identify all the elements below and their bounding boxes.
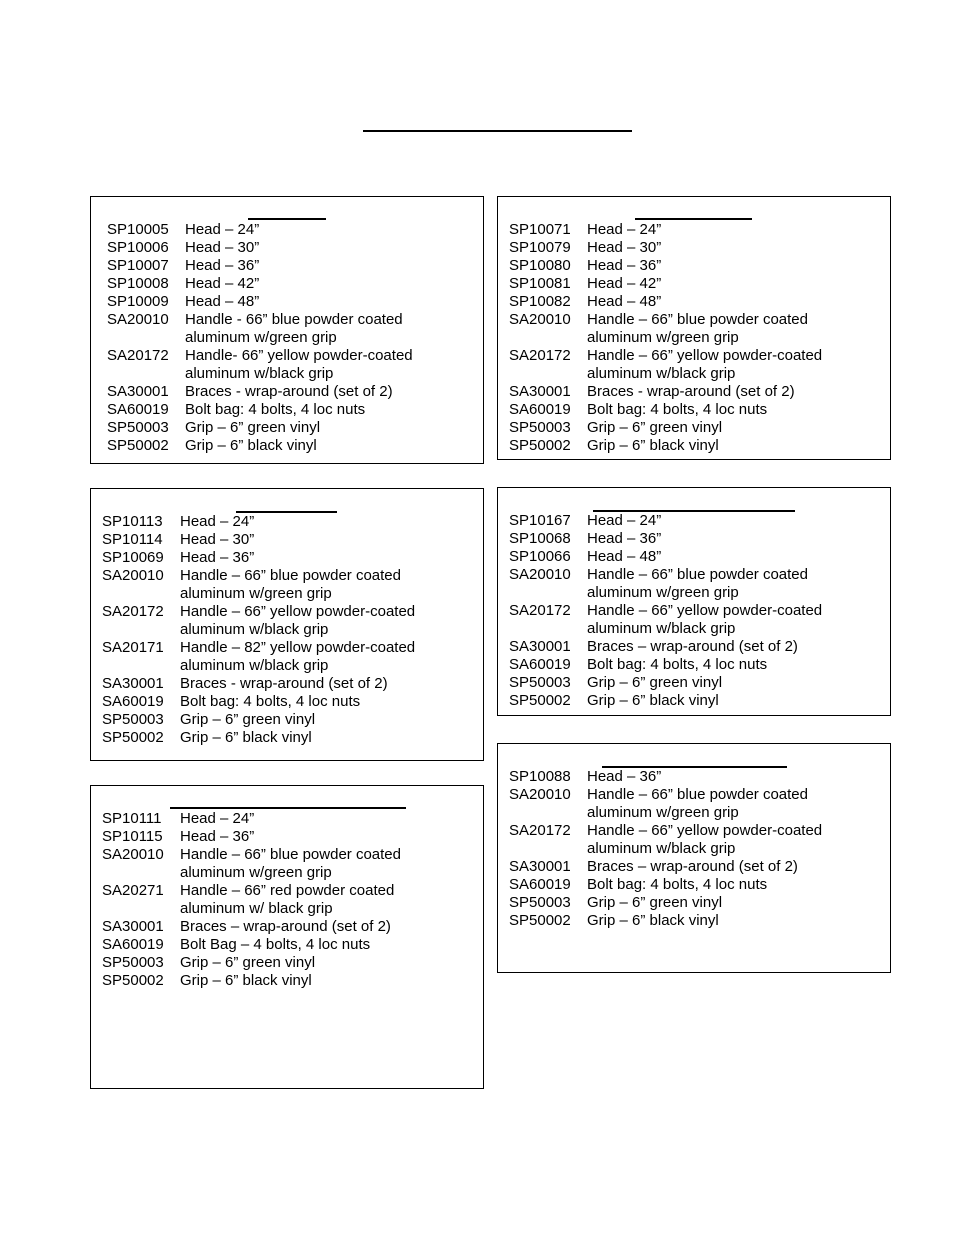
part-description-line: Handle- 66” yellow powder-coated (185, 347, 413, 364)
part-description (180, 531, 254, 549)
part-description-line: Head – 36” (587, 257, 662, 274)
part-number: SA20010 (102, 567, 164, 584)
part-description-line: Handle – 66” blue powder coated (587, 311, 808, 328)
part-row (107, 239, 413, 257)
part-description-line: Braces - wrap-around (set of 2) (587, 383, 795, 400)
part-description-line: Grip – 6” black vinyl (185, 437, 317, 454)
part-number: SP50003 (102, 954, 164, 971)
part-description-line: Grip – 6” green vinyl (180, 711, 316, 728)
part-description (587, 858, 798, 876)
part-description (180, 549, 254, 567)
part-number: SA20172 (509, 602, 571, 619)
part-description-line: Bolt bag: 4 bolts, 4 loc nuts (587, 401, 768, 418)
part-row (107, 293, 413, 311)
part-number: SP50003 (102, 711, 164, 728)
part-description-line: Grip – 6” green vinyl (587, 894, 723, 911)
part-number: SA30001 (509, 858, 571, 875)
part-number: SP50002 (509, 692, 571, 709)
part-description (587, 530, 661, 548)
part-description (587, 692, 719, 710)
part-description (587, 347, 822, 383)
parts-box (497, 743, 891, 973)
part-row (102, 828, 401, 846)
part-number: SP50003 (509, 674, 571, 691)
part-description-line: aluminum w/green grip (185, 329, 337, 346)
part-description (185, 419, 320, 437)
part-number: SP10007 (107, 257, 169, 274)
part-description-line: aluminum w/black grip (185, 365, 334, 382)
part-row (102, 693, 415, 711)
part-number: SP10115 (102, 828, 163, 845)
parts-list (102, 513, 415, 747)
part-description-line: Head – 48” (185, 293, 260, 310)
part-row (107, 383, 413, 401)
parts-list (509, 221, 822, 455)
part-number: SA60019 (509, 401, 571, 418)
part-description (185, 257, 259, 275)
part-description-line: Head – 36” (180, 549, 255, 566)
part-number: SA20172 (509, 822, 571, 839)
part-number: SP10008 (107, 275, 169, 292)
part-description-line: aluminum w/green grip (180, 585, 332, 602)
part-description (587, 383, 795, 401)
part-description-line: Handle – 66” yellow powder-coated (587, 347, 823, 364)
part-row (509, 566, 822, 602)
part-description-line: Grip – 6” green vinyl (587, 674, 723, 691)
part-description-line: Braces – wrap-around (set of 2) (180, 918, 391, 935)
part-description-line: Bolt Bag – 4 bolts, 4 loc nuts (180, 936, 371, 953)
part-row (509, 638, 822, 656)
part-description-line: Handle – 82” yellow powder-coated (180, 639, 416, 656)
part-description (180, 846, 401, 882)
part-description-line: Head – 48” (587, 293, 662, 310)
part-description (180, 675, 388, 693)
part-number: SA20010 (102, 846, 164, 863)
part-row (509, 656, 822, 674)
part-description (180, 936, 370, 954)
part-description-line: Head – 36” (180, 828, 255, 845)
part-row (102, 603, 415, 639)
part-description-line: Handle – 66” blue powder coated (587, 566, 808, 583)
part-number: SP10009 (107, 293, 169, 310)
part-description (180, 513, 254, 531)
part-description-line: Handle – 66” yellow powder-coated (180, 603, 416, 620)
part-row (102, 846, 401, 882)
part-number: SA20171 (102, 639, 164, 656)
part-row (102, 567, 415, 603)
part-description-line: Braces – wrap-around (set of 2) (587, 638, 798, 655)
part-description-line: Head – 36” (587, 768, 662, 785)
parts-list (102, 810, 401, 990)
part-row (102, 675, 415, 693)
part-description-line: Bolt bag: 4 bolts, 4 loc nuts (185, 401, 366, 418)
part-description-line: Head – 24” (587, 221, 662, 238)
part-number: SP10005 (107, 221, 169, 238)
part-number: SP10071 (509, 221, 571, 238)
box-heading-underline (170, 807, 406, 809)
part-description-line: aluminum w/black grip (180, 657, 329, 674)
part-number: SA20172 (509, 347, 571, 364)
part-description (185, 221, 259, 239)
part-description-line: Braces - wrap-around (set of 2) (180, 675, 388, 692)
part-number: SP50002 (107, 437, 169, 454)
part-description (185, 437, 317, 455)
part-row (509, 530, 822, 548)
part-description (185, 401, 365, 419)
part-number: SA20172 (107, 347, 169, 364)
part-row (102, 954, 401, 972)
part-description (587, 293, 661, 311)
part-description (587, 548, 661, 566)
box-heading-underline (248, 218, 326, 220)
part-number: SA20010 (509, 566, 571, 583)
part-number: SP50003 (107, 419, 169, 436)
part-number: SP50002 (509, 912, 571, 929)
part-number: SP10069 (102, 549, 164, 566)
parts-list (107, 221, 413, 455)
part-number: SP10068 (509, 530, 571, 547)
part-row (509, 257, 822, 275)
part-number: SP10080 (509, 257, 571, 274)
part-number: SP50002 (102, 972, 164, 989)
part-description (180, 603, 415, 639)
part-row (509, 401, 822, 419)
parts-box (497, 196, 891, 460)
part-number: SP10111 (102, 810, 162, 827)
part-description-line: aluminum w/black grip (587, 620, 736, 637)
part-row (107, 257, 413, 275)
box-heading-underline (635, 218, 752, 220)
part-description-line: Grip – 6” black vinyl (180, 729, 312, 746)
part-number: SA30001 (102, 918, 164, 935)
part-row (509, 419, 822, 437)
part-row (509, 602, 822, 638)
part-description-line: aluminum w/black grip (180, 621, 329, 638)
part-row (509, 275, 822, 293)
part-number: SA20010 (509, 311, 571, 328)
part-row (102, 810, 401, 828)
part-description-line: Grip – 6” green vinyl (185, 419, 321, 436)
part-row (102, 531, 415, 549)
part-description-line: Head – 42” (185, 275, 260, 292)
part-description (180, 828, 254, 846)
part-description (180, 918, 391, 936)
part-description (587, 257, 661, 275)
part-row (102, 882, 401, 918)
part-description (180, 810, 254, 828)
part-description-line: Head – 30” (587, 239, 662, 256)
part-description-line: Head – 48” (587, 548, 662, 565)
part-row (509, 858, 822, 876)
part-number: SP50003 (509, 894, 571, 911)
part-description (180, 567, 401, 603)
part-row (102, 729, 415, 747)
part-row (509, 437, 822, 455)
part-description (185, 293, 259, 311)
parts-box (90, 196, 484, 464)
part-number: SA20010 (509, 786, 571, 803)
part-description (587, 239, 661, 257)
part-row (509, 293, 822, 311)
part-row (102, 513, 415, 531)
part-description (180, 729, 312, 747)
part-number: SA30001 (107, 383, 169, 400)
part-description-line: Bolt bag: 4 bolts, 4 loc nuts (587, 656, 768, 673)
part-description (587, 674, 722, 692)
part-description (587, 401, 767, 419)
part-description-line: Handle – 66” blue powder coated (587, 786, 808, 803)
part-description-line: Handle – 66” red powder coated (180, 882, 395, 899)
part-description-line: aluminum w/green grip (587, 329, 739, 346)
part-description (587, 275, 661, 293)
part-description (180, 693, 360, 711)
part-description (185, 347, 413, 383)
part-description-line: aluminum w/green grip (587, 584, 739, 601)
part-row (509, 383, 822, 401)
part-description-line: aluminum w/green grip (587, 804, 739, 821)
part-description-line: Handle – 66” blue powder coated (180, 567, 401, 584)
part-description (587, 894, 722, 912)
part-description (185, 239, 259, 257)
part-row (107, 419, 413, 437)
title-underline (363, 130, 632, 132)
part-description-line: Head – 30” (180, 531, 255, 548)
part-row (102, 711, 415, 729)
part-number: SP50002 (102, 729, 164, 746)
part-row (509, 311, 822, 347)
part-description-line: Braces - wrap-around (set of 2) (185, 383, 393, 400)
parts-box (497, 487, 891, 716)
part-description-line: aluminum w/ black grip (180, 900, 333, 917)
part-row (509, 786, 822, 822)
part-description-line: Grip – 6” black vinyl (587, 437, 719, 454)
part-description-line: Head – 42” (587, 275, 662, 292)
part-description (587, 566, 808, 602)
part-description-line: Grip – 6” black vinyl (587, 692, 719, 709)
part-number: SA60019 (102, 936, 164, 953)
part-description-line: Head – 24” (180, 513, 255, 530)
part-description (587, 768, 661, 786)
part-number: SP10113 (102, 513, 163, 530)
part-row (509, 912, 822, 930)
part-number: SA30001 (509, 383, 571, 400)
part-description-line: Handle – 66” yellow powder-coated (587, 822, 823, 839)
part-row (509, 768, 822, 786)
part-description (185, 383, 393, 401)
part-number: SA20172 (102, 603, 164, 620)
parts-box (90, 785, 484, 1089)
part-description-line: Head – 30” (185, 239, 260, 256)
part-description (180, 972, 312, 990)
part-description (587, 656, 767, 674)
part-row (509, 674, 822, 692)
part-row (107, 347, 413, 383)
part-row (107, 437, 413, 455)
parts-list (509, 768, 822, 930)
part-description-line: Handle – 66” blue powder coated (180, 846, 401, 863)
part-description (587, 876, 767, 894)
part-number: SA60019 (107, 401, 169, 418)
part-number: SP50003 (509, 419, 571, 436)
part-row (509, 894, 822, 912)
part-number: SA30001 (102, 675, 164, 692)
part-row (509, 512, 822, 530)
part-description (180, 954, 315, 972)
part-number: SA20010 (107, 311, 169, 328)
parts-list (509, 512, 822, 710)
part-number: SP10167 (509, 512, 571, 529)
part-row (107, 221, 413, 239)
part-description (587, 786, 808, 822)
part-number: SP10079 (509, 239, 571, 256)
part-row (509, 548, 822, 566)
part-description-line: Head – 36” (587, 530, 662, 547)
parts-box (90, 488, 484, 761)
part-row (102, 549, 415, 567)
part-row (509, 692, 822, 710)
part-description-line: Grip – 6” black vinyl (180, 972, 312, 989)
part-description-line: Handle - 66” blue powder coated (185, 311, 403, 328)
part-number: SA60019 (509, 876, 571, 893)
part-number: SP10081 (509, 275, 571, 292)
part-description (180, 882, 394, 918)
part-row (102, 639, 415, 675)
part-description-line: Grip – 6” green vinyl (180, 954, 316, 971)
part-description-line: Head – 36” (185, 257, 260, 274)
part-row (509, 221, 822, 239)
part-row (107, 275, 413, 293)
part-description-line: Head – 24” (587, 512, 662, 529)
part-row (107, 401, 413, 419)
part-description-line: Head – 24” (180, 810, 255, 827)
part-description-line: Bolt bag: 4 bolts, 4 loc nuts (587, 876, 768, 893)
part-row (107, 311, 413, 347)
part-description (587, 638, 798, 656)
part-description-line: Bolt bag: 4 bolts, 4 loc nuts (180, 693, 361, 710)
part-number: SP10088 (509, 768, 571, 785)
part-description (587, 822, 822, 858)
part-description (587, 912, 719, 930)
part-number: SP10114 (102, 531, 163, 548)
part-description-line: Grip – 6” green vinyl (587, 419, 723, 436)
part-description (185, 311, 403, 347)
part-description (180, 639, 415, 675)
part-number: SA60019 (509, 656, 571, 673)
part-row (509, 822, 822, 858)
part-number: SP10066 (509, 548, 571, 565)
part-description-line: aluminum w/black grip (587, 365, 736, 382)
part-description-line: Braces – wrap-around (set of 2) (587, 858, 798, 875)
part-description-line: Grip – 6” black vinyl (587, 912, 719, 929)
part-description (587, 221, 661, 239)
part-description-line: Head – 24” (185, 221, 260, 238)
part-description (587, 311, 808, 347)
part-description (185, 275, 259, 293)
part-number: SP10082 (509, 293, 571, 310)
part-row (102, 918, 401, 936)
part-description (587, 437, 719, 455)
part-number: SP50002 (509, 437, 571, 454)
part-row (509, 876, 822, 894)
part-description (587, 602, 822, 638)
part-description (587, 512, 661, 530)
part-description (587, 419, 722, 437)
part-row (509, 239, 822, 257)
part-description-line: aluminum w/green grip (180, 864, 332, 881)
part-description (180, 711, 315, 729)
part-description-line: aluminum w/black grip (587, 840, 736, 857)
part-row (102, 972, 401, 990)
part-row (509, 347, 822, 383)
part-number: SA20271 (102, 882, 164, 899)
part-number: SA60019 (102, 693, 164, 710)
part-description-line: Handle – 66” yellow powder-coated (587, 602, 823, 619)
part-number: SP10006 (107, 239, 169, 256)
part-row (102, 936, 401, 954)
part-number: SA30001 (509, 638, 571, 655)
